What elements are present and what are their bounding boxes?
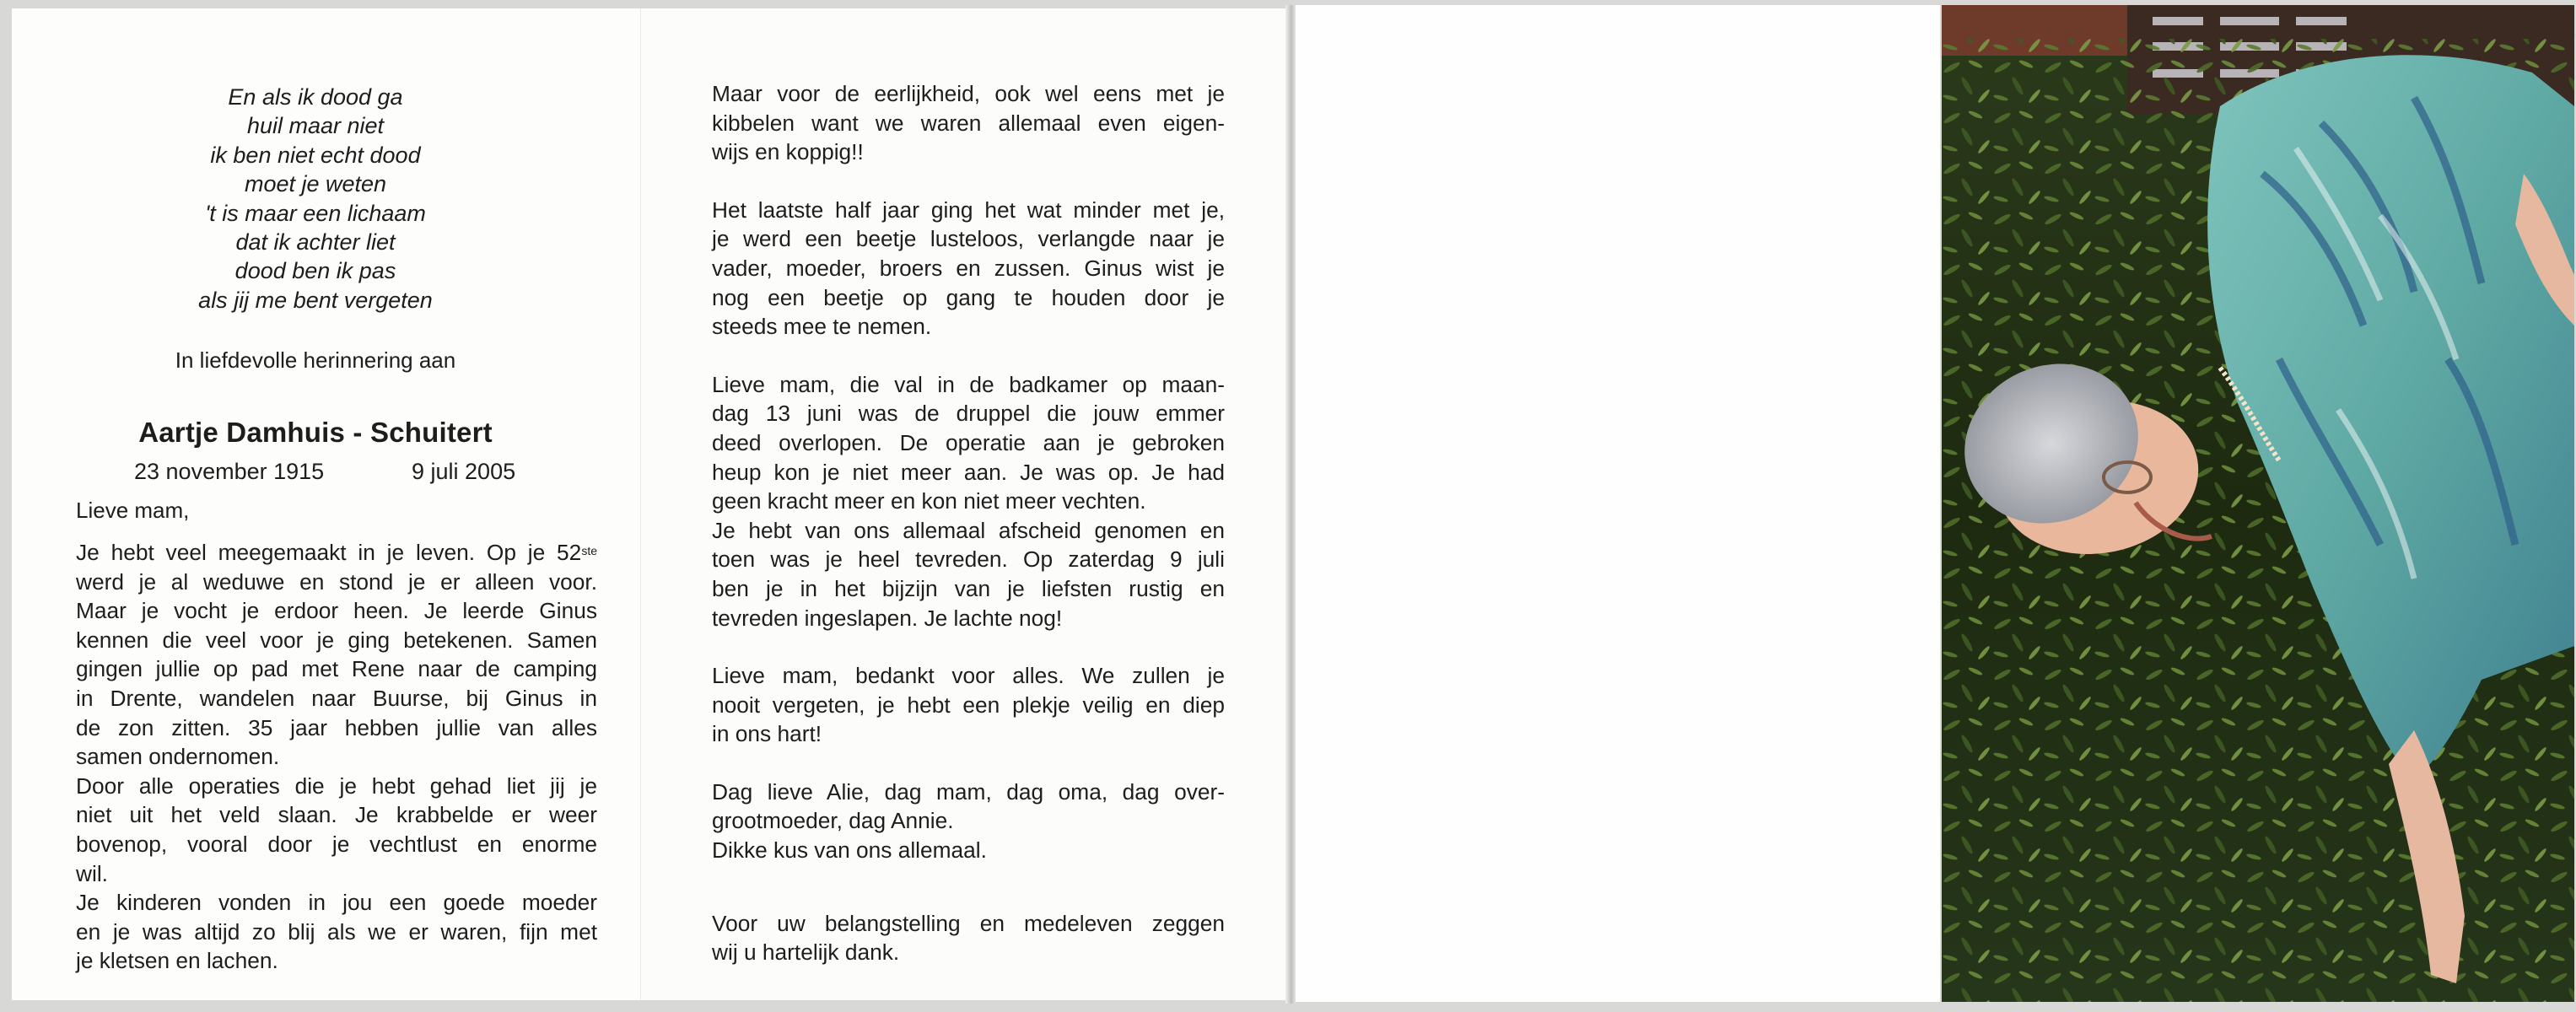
text-line: heup kon je niet meer aan. Je was op. Je had — [712, 459, 1225, 485]
text-line: ben je in het bijzijn van je liefsten rustig en — [712, 575, 1225, 601]
text-line: geen kracht meer en kon niet meer vechten. — [712, 488, 1146, 514]
left-letter-text — [76, 538, 597, 976]
text-line: in Drente, wandelen naar Buurse, bij Ginus in — [76, 685, 597, 711]
text-line: je werd een beetje lusteloos, verlangde naar je — [712, 226, 1225, 252]
text-line: Voor uw belangstelling en medeleven zeggen — [712, 910, 1225, 936]
death-date: 9 juli 2005 — [412, 459, 516, 484]
text-line: toen was je heel tevreden. Op zaterdag 9 juli — [712, 546, 1225, 573]
text-line: de zon zitten. 35 jaar hebben jullie van alles — [76, 714, 597, 740]
paragraph — [712, 661, 1225, 749]
card-fold — [1285, 5, 1296, 1004]
ordinal-suffix: ste — [581, 544, 597, 557]
poem-line: ik ben niet echt dood — [210, 142, 421, 168]
text-line: dag 13 juni was de druppel die jouw emmer — [712, 401, 1225, 427]
text-line: niet uit het veld slaan. Je krabbelde er weer — [76, 802, 597, 828]
text-line: samen ondernomen. — [76, 744, 280, 770]
paragraph — [712, 79, 1225, 167]
text-line: Dag lieve Alie, dag mam, dag oma, dag over- — [712, 778, 1225, 805]
text-line — [76, 538, 597, 568]
poem-line: moet je weten — [244, 171, 387, 197]
poem-line: dat ik achter liet — [235, 229, 396, 256]
poem — [138, 83, 493, 315]
memorial-intro: In liefdevolle herinnering aan — [175, 347, 456, 373]
text-line: Door alle operaties die je hebt gehad liet jij je — [76, 772, 597, 799]
card-left-panel — [12, 8, 641, 1000]
poem-line: En als ik dood ga — [228, 84, 403, 110]
text-line: bovenop, vooral door je vechtlust en enorme — [76, 831, 597, 857]
text-line: Lieve mam, bedankt voor alles. We zullen je — [712, 663, 1225, 689]
text-line: kennen die veel voor je ging betekenen. Samen — [76, 627, 597, 653]
text-line: wijs en koppig!! — [712, 139, 864, 165]
text-line: Lieve mam, die val in de badkamer op maan- — [712, 371, 1225, 397]
text-line: Het laatste half jaar ging het wat minder met je, — [712, 196, 1225, 223]
text-line: werd je al weduwe en stond je er alleen voor. — [76, 568, 597, 595]
text-line: wij u hartelijk dank. — [712, 939, 900, 966]
greeting: Lieve mam, — [76, 498, 190, 523]
poem-line: dood ben ik pas — [234, 258, 396, 284]
text-line: nog een beetje op gang te houden door je — [712, 284, 1225, 310]
paragraph — [712, 778, 1225, 865]
text-line: nooit vergeten, je hebt een plekje veilig en diep — [712, 692, 1225, 718]
text-line: wil. — [76, 860, 108, 886]
birth-date: 23 november 1915 — [134, 459, 325, 484]
text-line: en je was altijd zo blij als we er waren, fijn met — [76, 918, 597, 945]
text-line: Maar voor de eerlijkheid, ook wel eens met je — [712, 81, 1225, 106]
paragraph — [712, 196, 1225, 342]
text-line: gingen jullie op pad met Rene naar de camping — [76, 656, 597, 682]
portrait-photo — [1942, 5, 2574, 1002]
text-line: Maar je vocht je erdoor heen. Je leerde Ginus — [76, 598, 597, 624]
text-line: deed overlopen. De operatie aan je gebroken — [712, 429, 1225, 455]
text-line: vader, moeder, broers en zussen. Ginus wist je — [712, 255, 1225, 281]
poem-line: 't is maar een lichaam — [205, 200, 426, 226]
poem-line: als jij me bent vergeten — [198, 287, 433, 313]
text-line: je kletsen en lachen. — [76, 948, 278, 974]
text-line: in ons hart! — [712, 721, 822, 747]
text-line: tevreden ingeslapen. Je lachte nog! — [712, 605, 1063, 631]
text-line: Je kinderen vonden in jou een goede moeder — [76, 890, 597, 916]
text-line: Je hebt van ons allemaal afscheid genomen en — [712, 517, 1225, 543]
text-line: grootmoeder, dag Annie. — [712, 808, 954, 834]
deceased-name: Aartje Damhuis - Schuitert — [138, 417, 493, 448]
text-line-content: Je hebt veel meegemaakt in je leven. Op je 52 — [76, 540, 582, 565]
poem-line: huil maar niet — [246, 113, 385, 139]
portrait-photo-illustration — [1942, 5, 2574, 1002]
text-line: Dikke kus van ons allemaal. — [712, 837, 987, 864]
paragraph — [712, 370, 1225, 632]
text-line: steeds mee te nemen. — [712, 314, 932, 340]
card-right-panel — [1296, 5, 1940, 1002]
text-line: kibbelen want we waren allemaal even eigen- — [712, 110, 1225, 136]
middle-letter-text — [712, 79, 1225, 967]
paragraph — [712, 909, 1225, 967]
card-middle-panel — [641, 8, 1285, 1000]
